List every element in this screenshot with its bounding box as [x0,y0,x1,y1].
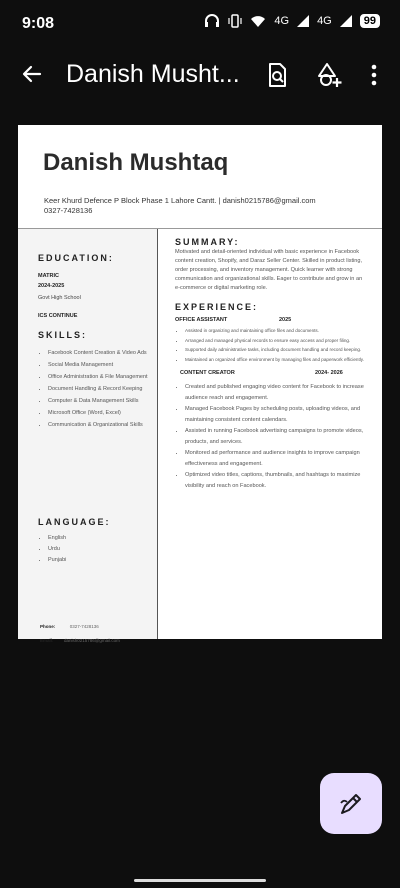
skill-item: • Communication & Organizational Skills [48,421,156,430]
back-arrow-icon[interactable] [20,62,44,86]
job2-header [175,370,367,382]
job2-duty-item: • Created and published engaging video content for Facebook to increase audience reach and engagement. [185,382,373,403]
document-page[interactable] [18,125,382,643]
summary-text: Motivated and detail-oriented individual with basic experience in Facebook content creation, Shopify, and Daraz Seller Center. Skilled in product listing, order processing, and inventory management. Quick learner with strong communication and organizational skills. Eager to contribute and grow in an e-commerce or digital marketing role. [175,249,363,291]
signal-icon [297,15,309,27]
resume-name: Danish Mushtaq [43,149,229,176]
job1-duty-item: • Maintained an organized office environment by managing files and paperwork efficiently. [185,356,365,365]
education-degree: MATRIC [38,273,59,279]
job2-year: 2024- 2026 [315,370,343,376]
phone-label: Phone: [40,624,56,629]
language-list [38,534,148,567]
status-bar [0,0,400,48]
contact-email [40,629,120,647]
job2-duty-item: • Managed Facebook Pages by scheduling posts, uploading videos, and maintaining consistent content calendars. [185,404,373,425]
edit-fab[interactable] [320,773,382,834]
skill-item: • Computer & Data Management Skills [48,397,156,406]
email-value: danish0215786@gmail.com [63,638,120,643]
job1-title: OFFICE ASSISTANT [175,317,228,323]
summary-heading: SUMMARY: [175,237,240,247]
job2-duty-item: • Optimized video titles, captions, thumbnails, and hashtags to maximize visibility and reach on Facebook. [185,470,373,491]
column-divider [157,229,158,639]
job2-title: CONTENT CREATOR [180,370,235,376]
language-heading: LANGUAGE: [38,517,111,527]
signal-icon-2 [340,15,352,27]
job1-header [175,317,367,327]
job2-duties [175,382,373,491]
right-column [175,237,367,492]
battery-indicator: 99 [360,14,380,28]
job1-duty-item: • Arranged and managed physical records to ensure easy access and proper filing. [185,337,365,346]
skill-item: • Facebook Content Creation & Video Ads [48,349,156,358]
job1-year: 2025 [279,317,292,323]
skill-item: • Microsoft Office (Word, Excel) [48,409,156,418]
resume-address: Keer Khurd Defence P Block Phase 1 Lahore Cantt. | danish0215786@gmail.com [44,196,316,205]
education-years: 2024-2025 [38,283,65,289]
search-document-icon[interactable] [264,62,290,88]
network-4g-label-1: 4G [274,15,290,27]
skill-item: • Social Media Management [48,361,156,370]
gesture-nav-bar[interactable] [134,879,266,882]
skill-item: • Document Handling & Record Keeping [48,385,156,394]
skill-item: • Office Administration & File Management [48,373,156,382]
job2-duty-item: • Monitored ad performance and audience insights to improve campaign effectiveness and engagement. [185,448,373,469]
vibrate-icon [228,14,242,28]
resume-phone: 0327-7428136 [44,206,93,215]
system-icons [204,14,380,28]
pen-edit-icon [338,791,364,817]
language-item: • Punjabi [48,556,148,565]
app-bar [0,52,400,100]
shapes-add-icon[interactable] [316,62,344,88]
job1-duty-item: • Assisted in organizing and maintaining office files and documents. [185,327,365,336]
email-label: Email: [40,638,54,643]
headphones-icon [204,14,220,28]
education-ics: ICS CONTINUE [38,313,78,319]
document-title: Danish Musht... [66,60,240,88]
phone-value: 0327-7428136 [69,624,99,629]
status-time: 9:08 [22,15,55,32]
skills-heading: SKILLS: [38,330,87,340]
language-item: • English [48,534,148,543]
network-4g-label-2: 4G [317,15,332,27]
education-school: Govt High School [38,295,81,301]
job2-duty-item: • Assisted in running Facebook advertising campaigns to promote videos, products, and services. [185,426,373,447]
more-options-icon[interactable] [366,62,382,88]
education-heading: EDUCATION: [38,253,114,263]
language-item: • Urdu [48,545,148,554]
skills-list [38,349,156,433]
left-column [18,229,157,643]
job1-duty-item: • Supported daily administrative tasks, including document handling and record keeping. [185,346,365,355]
job1-duties [175,327,365,364]
wifi-icon [250,15,266,28]
experience-heading: EXPERIENCE: [175,302,259,312]
